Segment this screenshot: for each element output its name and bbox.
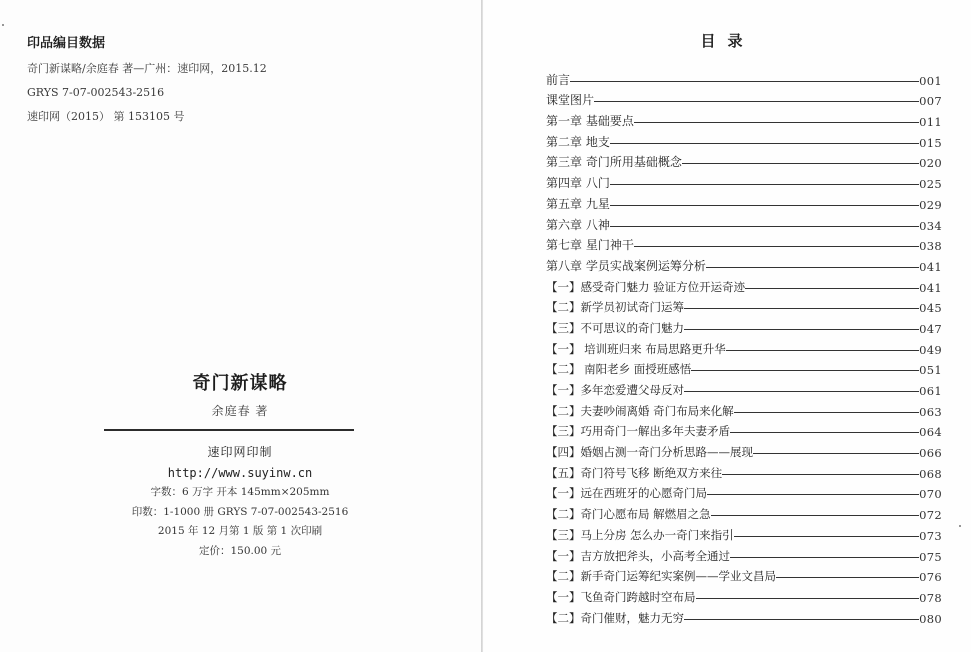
toc-leader-line [684,391,919,392]
toc-entry-page: 007 [919,94,942,109]
toc-entry-label: 第一章 基础要点 [546,114,634,129]
colophon [110,443,370,561]
toc-leader-line [684,308,919,309]
left-page [0,0,482,652]
toc-entry [546,67,942,88]
cip-line-bibliographic: 奇门新谋略/余庭春 著—广州：速印网，2015.12 [27,62,267,75]
toc-entry-label: 【二】 南阳老乡 面授班感悟 [546,362,692,377]
toc-entry-page: 076 [919,570,942,585]
book-author: 余庭春 著 [211,404,269,418]
toc-leader-line [682,163,919,164]
toc-leader-line [730,432,919,433]
toc-leader-line [734,536,919,537]
toc-entry-label: 【一】远在西班牙的心愿奇门局 [546,486,707,501]
toc-entry-label: 【一】多年恋爱遭父母反对 [546,383,684,397]
toc-entry [546,419,942,440]
toc-leader-line [707,494,919,495]
toc-leader-line [634,246,919,247]
toc-leader-line [745,288,919,289]
toc-entry [546,315,942,336]
toc-leader-line [776,577,919,578]
colophon-word-count-format: 字数：6 万字 开本 145mm×205mm [150,486,330,498]
toc-leader-line [722,474,919,475]
toc-entry-page: 063 [919,404,942,419]
toc-entry [546,460,942,481]
toc-entry [546,439,942,460]
toc-entry [546,543,942,564]
toc-entry-label: 第三章 奇门所用基础概念 [546,155,682,170]
toc-entry-page: 029 [919,197,942,212]
toc-entry-label: 第八章 学员实战案例运筹分析 [546,258,706,273]
toc-entry-page: 049 [919,342,942,357]
toc-leader-line [711,515,919,516]
colophon-print-run: 印数：1-1000 册 GRYS 7-07-002543-2516 [131,505,349,518]
colophon-edition: 2015 年 12 月第 1 版 第 1 次印刷 [157,525,323,537]
toc-entry [546,212,942,233]
toc-leader-line [691,370,919,371]
toc-leader-line [634,122,919,123]
toc-entry-page: 066 [919,446,942,461]
toc-entry-label: 课堂图片 [546,93,595,108]
toc-entry-page: 073 [919,528,942,543]
toc-leader-line [753,453,919,454]
printer-name: 速印网印制 [207,445,273,459]
toc-entry-page: 078 [919,590,942,605]
toc-entry-page: 020 [919,156,942,171]
toc-entry-label: 第六章 八神 [546,217,610,232]
toc-entry [546,398,942,419]
toc-entry-page: 034 [919,218,942,233]
toc-entry-page: 068 [919,466,942,481]
toc-entry-label: 【二】新学员初试奇门运筹 [546,300,684,315]
toc-leader-line [610,226,919,227]
table-of-contents [546,67,942,626]
toc-entry-label: 【二】奇门催财，魅力无穷 [546,610,684,625]
toc-leader-line [684,329,919,330]
toc-entry [546,584,942,605]
toc-entry-page: 064 [919,425,942,440]
toc-entry-page: 080 [919,611,942,626]
toc-entry-label: 【五】奇门符号飞移 断绝双方来往 [546,465,723,480]
book-title: 奇门新谋略 [192,373,288,394]
toc-leader-line [684,619,919,620]
toc-entry [546,336,942,357]
toc-entry [546,129,942,150]
toc-entry [546,377,942,398]
toc-entry-label: 前言 [546,72,571,87]
cip-title: 印品编目数据 [27,36,106,51]
toc-entry-page: 072 [919,508,942,523]
toc-entry [546,605,942,626]
toc-leader-line [570,81,919,82]
toc-entry-label: 第五章 九星 [546,196,610,211]
toc-entry-label: 【一】吉方放把斧头，小高考全通过 [546,548,730,563]
toc-entry-page: 015 [919,135,942,150]
toc-leader-line [610,143,919,144]
toc-entry-label: 【三】不可思议的奇门魅力 [546,320,684,335]
toc-entry-page: 045 [919,301,942,316]
toc-entry-page: 041 [919,259,942,274]
toc-entry-page: 051 [919,363,942,378]
toc-entry [546,88,942,109]
toc-entry-page: 070 [919,487,942,502]
toc-entry-label: 【四】婚姻占测一奇门分析思路——展现 [546,445,753,460]
toc-entry-label: 第四章 八门 [546,176,610,191]
toc-entry-label: 【一】飞鱼奇门跨越时空布局 [546,589,696,604]
toc-leader-line [594,101,919,102]
toc-entry-page: 061 [919,384,942,398]
cip-data-block [27,33,267,129]
toc-leader-line [610,205,919,206]
toc-leader-line [730,557,919,558]
toc-entry-page: 001 [919,73,942,88]
cip-line-record-number: 速印网（2015） 第 153105 号 [27,110,185,123]
toc-entry-label: 【二】夫妻吵闹离婚 奇门布局来化解 [546,403,734,418]
toc-leader-line [734,412,919,413]
toc-entry-page: 025 [919,177,942,192]
toc-entry-label: 【三】马上分房 怎么办一奇门来指引 [546,527,734,542]
toc-entry-page: 047 [919,321,942,336]
toc-entry [546,295,942,316]
scan-speck [2,24,4,26]
toc-entry-label: 第二章 地支 [546,134,610,149]
toc-entry [546,150,942,171]
toc-entry [546,274,942,295]
toc-entry-page: 041 [919,280,942,295]
toc-entry-page: 038 [919,239,942,254]
toc-leader-line [706,267,919,268]
divider-rule [104,429,354,431]
toc-entry [546,481,942,502]
toc-entry [546,564,942,585]
toc-entry [546,170,942,191]
toc-leader-line [726,350,919,351]
toc-heading: 目录 [700,32,755,50]
toc-entry-label: 【三】巧用奇门一解出多年夫妻矛盾 [546,424,730,439]
toc-entry [546,108,942,129]
toc-entry-label: 【二】奇门心愿布局 解燃眉之急 [546,507,711,522]
toc-entry-label: 【一】感受奇门魅力 验证方位开运奇迹 [546,279,746,294]
toc-entry-label: 第七章 星门神干 [546,238,634,253]
cip-line-grys: GRYS 7-07-002543-2516 [27,86,165,99]
printer-url: http://www.suyinw.cn [167,465,313,480]
toc-entry-label: 【一】 培训班归来 布局思路更升华 [546,341,726,356]
toc-entry [546,501,942,522]
toc-entry [546,522,942,543]
toc-entry [546,357,942,378]
toc-entry-page: 011 [919,115,942,130]
toc-entry [546,191,942,212]
page-fold [481,0,483,652]
toc-entry [546,253,942,274]
toc-entry [546,233,942,254]
colophon-price: 定价：150.00 元 [198,544,282,557]
toc-entry-page: 075 [919,549,942,564]
scan-speck [959,525,961,527]
toc-leader-line [610,184,919,185]
toc-entry-label: 【二】新手奇门运筹纪实案例——学业文昌局 [546,569,776,584]
toc-leader-line [696,598,920,599]
right-page [484,0,971,652]
